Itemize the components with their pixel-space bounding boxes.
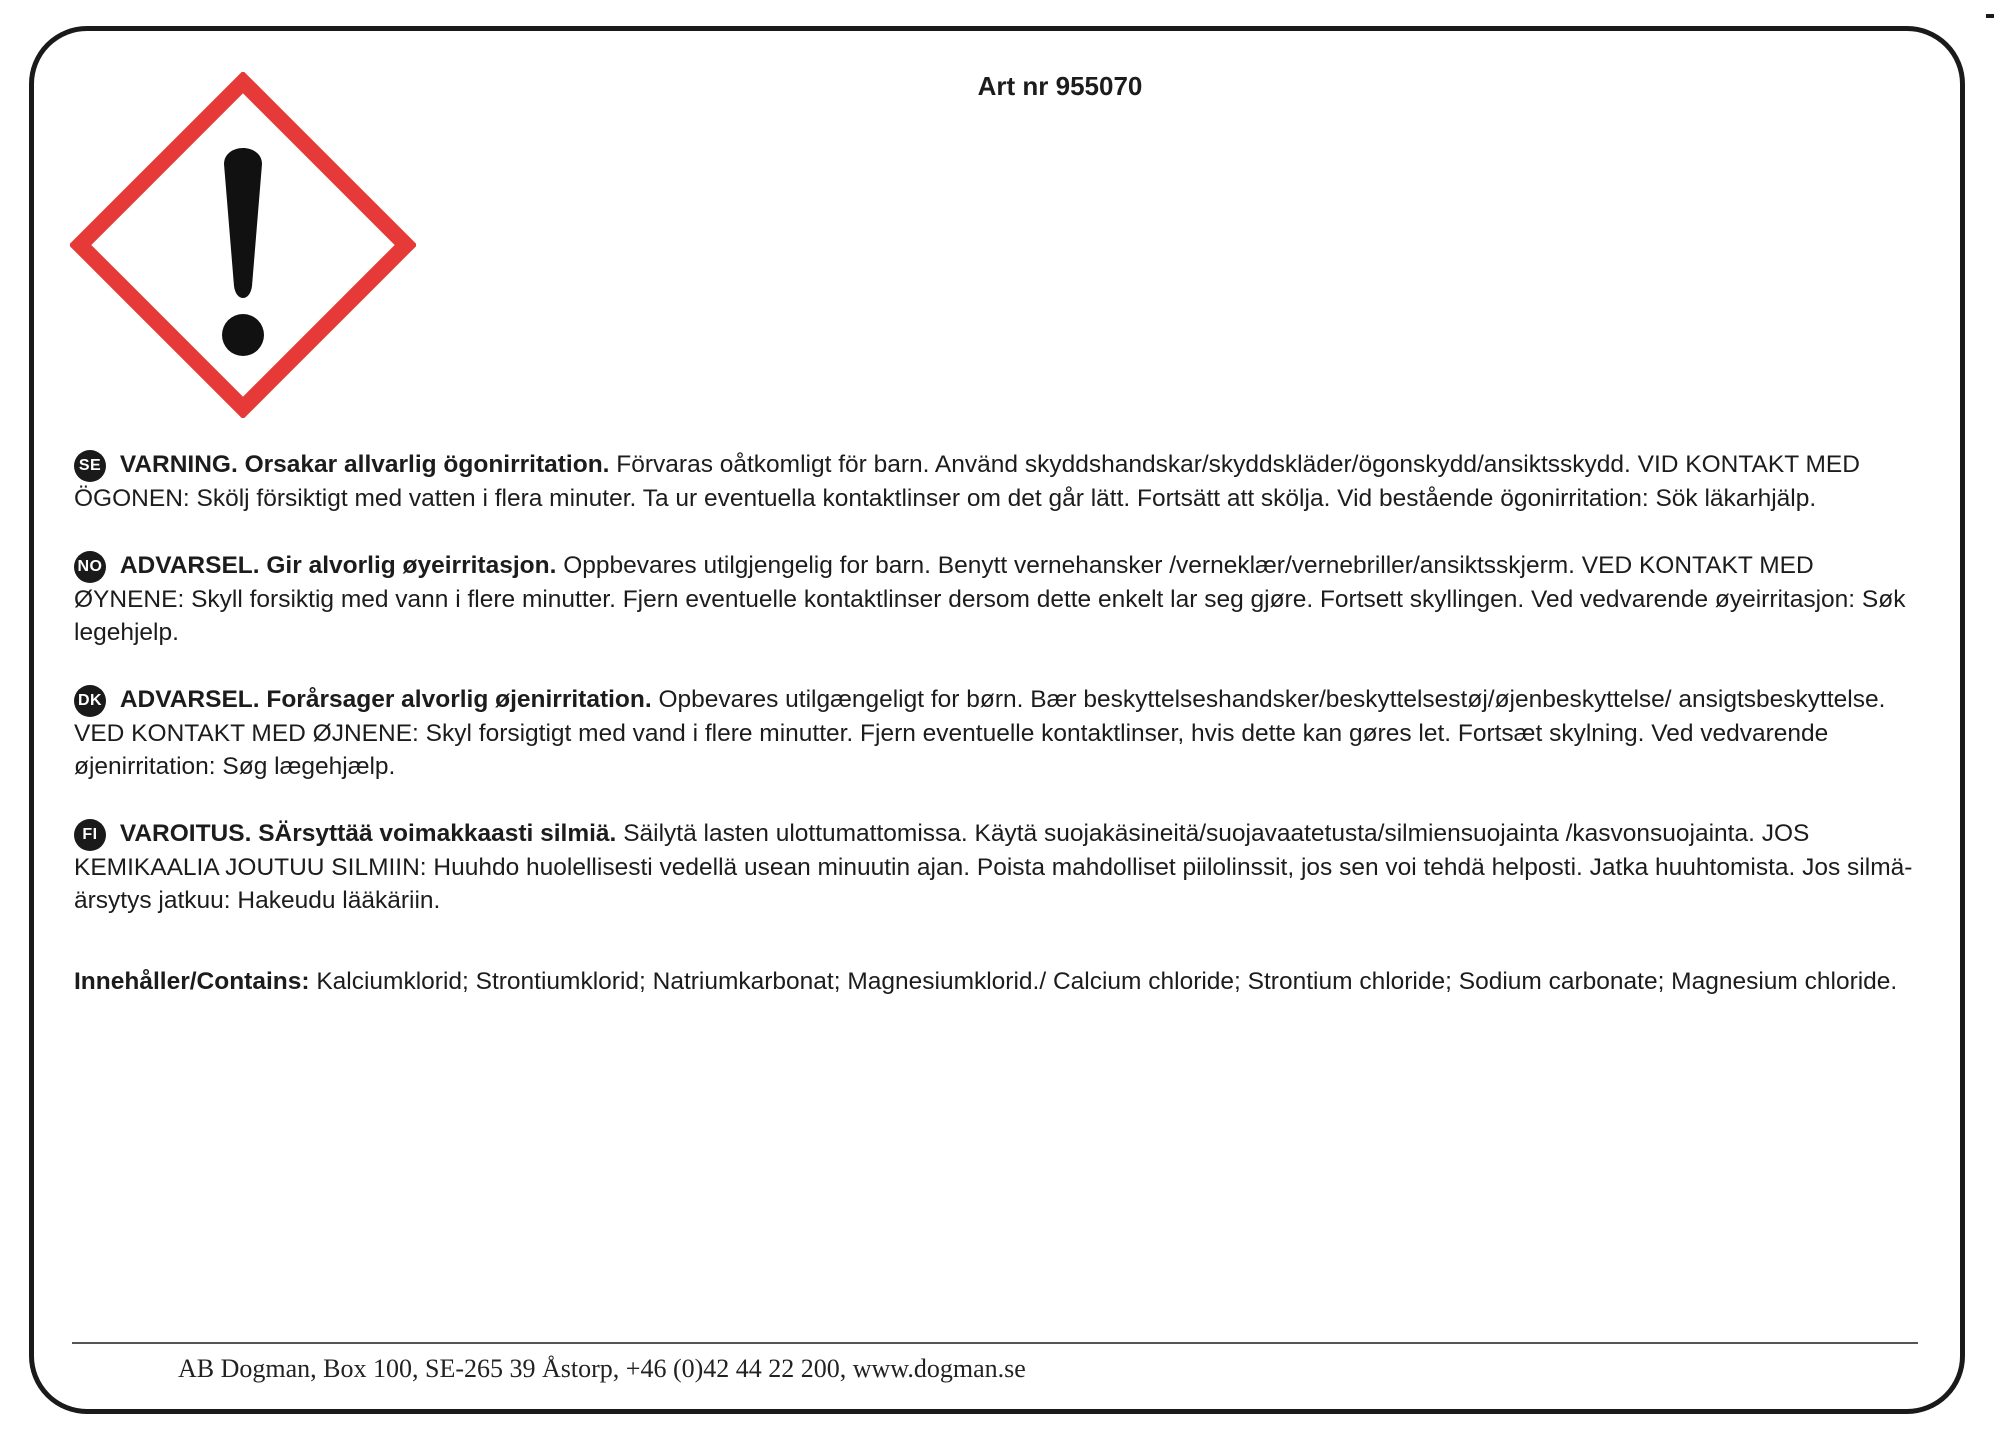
exclamation-dot <box>222 314 264 356</box>
statement-no <box>74 549 1924 649</box>
lang-badge-dk: DK <box>74 685 106 717</box>
contains-ingredients <box>74 965 1924 998</box>
article-number: Art nr 955070 <box>977 71 1143 101</box>
company-address: AB Dogman, Box 100, SE-265 39 Åstorp, +46 (0)42 44 22 200, www.dogman.se <box>178 1354 1026 1383</box>
statement-headline: VARNING. Orsakar allvarlig ögonirritation. <box>119 451 610 478</box>
statement-se <box>74 448 1924 515</box>
statement-body: Förvaras oåtkomligt för barn. Använd skyddshandskar/skyddskläder/ögonskydd/ansiktsskydd. VID KONTAKT MED ÖGONEN: Skölj försiktigt med vatten i flera minuter. Ta ur eventuella kontaktlinser om det går lätt. Fortsätt att skölja. Vid bestående ögonirritation: Sök läkarhjälp. <box>74 451 1860 512</box>
statement-dk <box>74 683 1924 783</box>
statement-headline: VAROITUS. SÄrsyttää voimakkaasti silmiä. <box>119 820 617 847</box>
contains-text: Kalciumklorid; Strontiumklorid; Natriumkarbonat; Magnesiumklorid./ Calcium chloride; Strontium chloride; Sodium carbonate; Magnesium chloride. <box>316 968 1898 995</box>
statement-body: Oppbevares utilgjengelig for barn. Benytt vernehansker /verneklær/vernebriller/ansiktsskjerm. VED KONTAKT MED ØYNENE: Skyll forsiktig med vann i flere minutter. Fjern eventuelle kontaktlinser dersom dette enkelt lar seg gjøre. Fortsett skyllingen. Ved vedvarende øyeirritasjon: Søk legehjelp. <box>74 552 1906 646</box>
lang-badge-se: SE <box>74 450 106 482</box>
crop-mark <box>1986 14 1994 18</box>
footer-divider <box>72 1342 1918 1344</box>
statement-body: Säilytä lasten ulottumattomissa. Käytä suojakäsineitä/suojavaatetusta/silmiensuojainta /kasvonsuojainta. JOS KEMIKAALIA JOUTUU SILMIIN: Huuhdo huolellisesti vedellä usean minuutin ajan. Poista mahdolliset piilolinssit, jos sen voi tehdä helposti. Jatka huuhtomista. Jos silmä-ärsytys jatkuu: Hakeudu lääkäriin. <box>74 820 1913 914</box>
lang-badge-fi: FI <box>74 819 106 851</box>
contains-label: Innehåller/Contains: <box>74 968 310 995</box>
statement-headline: ADVARSEL. Gir alvorlig øyeirritasjon. <box>119 552 557 579</box>
hazard-statements <box>74 448 1924 998</box>
statement-body: Opbevares utilgængeligt for børn. Bær beskyttelseshandsker/beskyttelsestøj/øjenbeskyttelse/ ansigtsbeskyttelse. VED KONTAKT MED ØJNENE: Skyl forsigtigt med vand i flere minutter. Fjern eventuelle kontaktlinser, hvis dette kan gøres let. Fortsæt skylning. Ved vedvarende øjenirritation: Søg lægehjælp. <box>74 686 1886 780</box>
lang-badge-no: NO <box>74 551 106 583</box>
statement-fi <box>74 817 1924 917</box>
exclamation-mark-hazard-icon <box>70 72 416 418</box>
statement-headline: ADVARSEL. Forårsager alvorlig øjenirritation. <box>119 686 652 713</box>
